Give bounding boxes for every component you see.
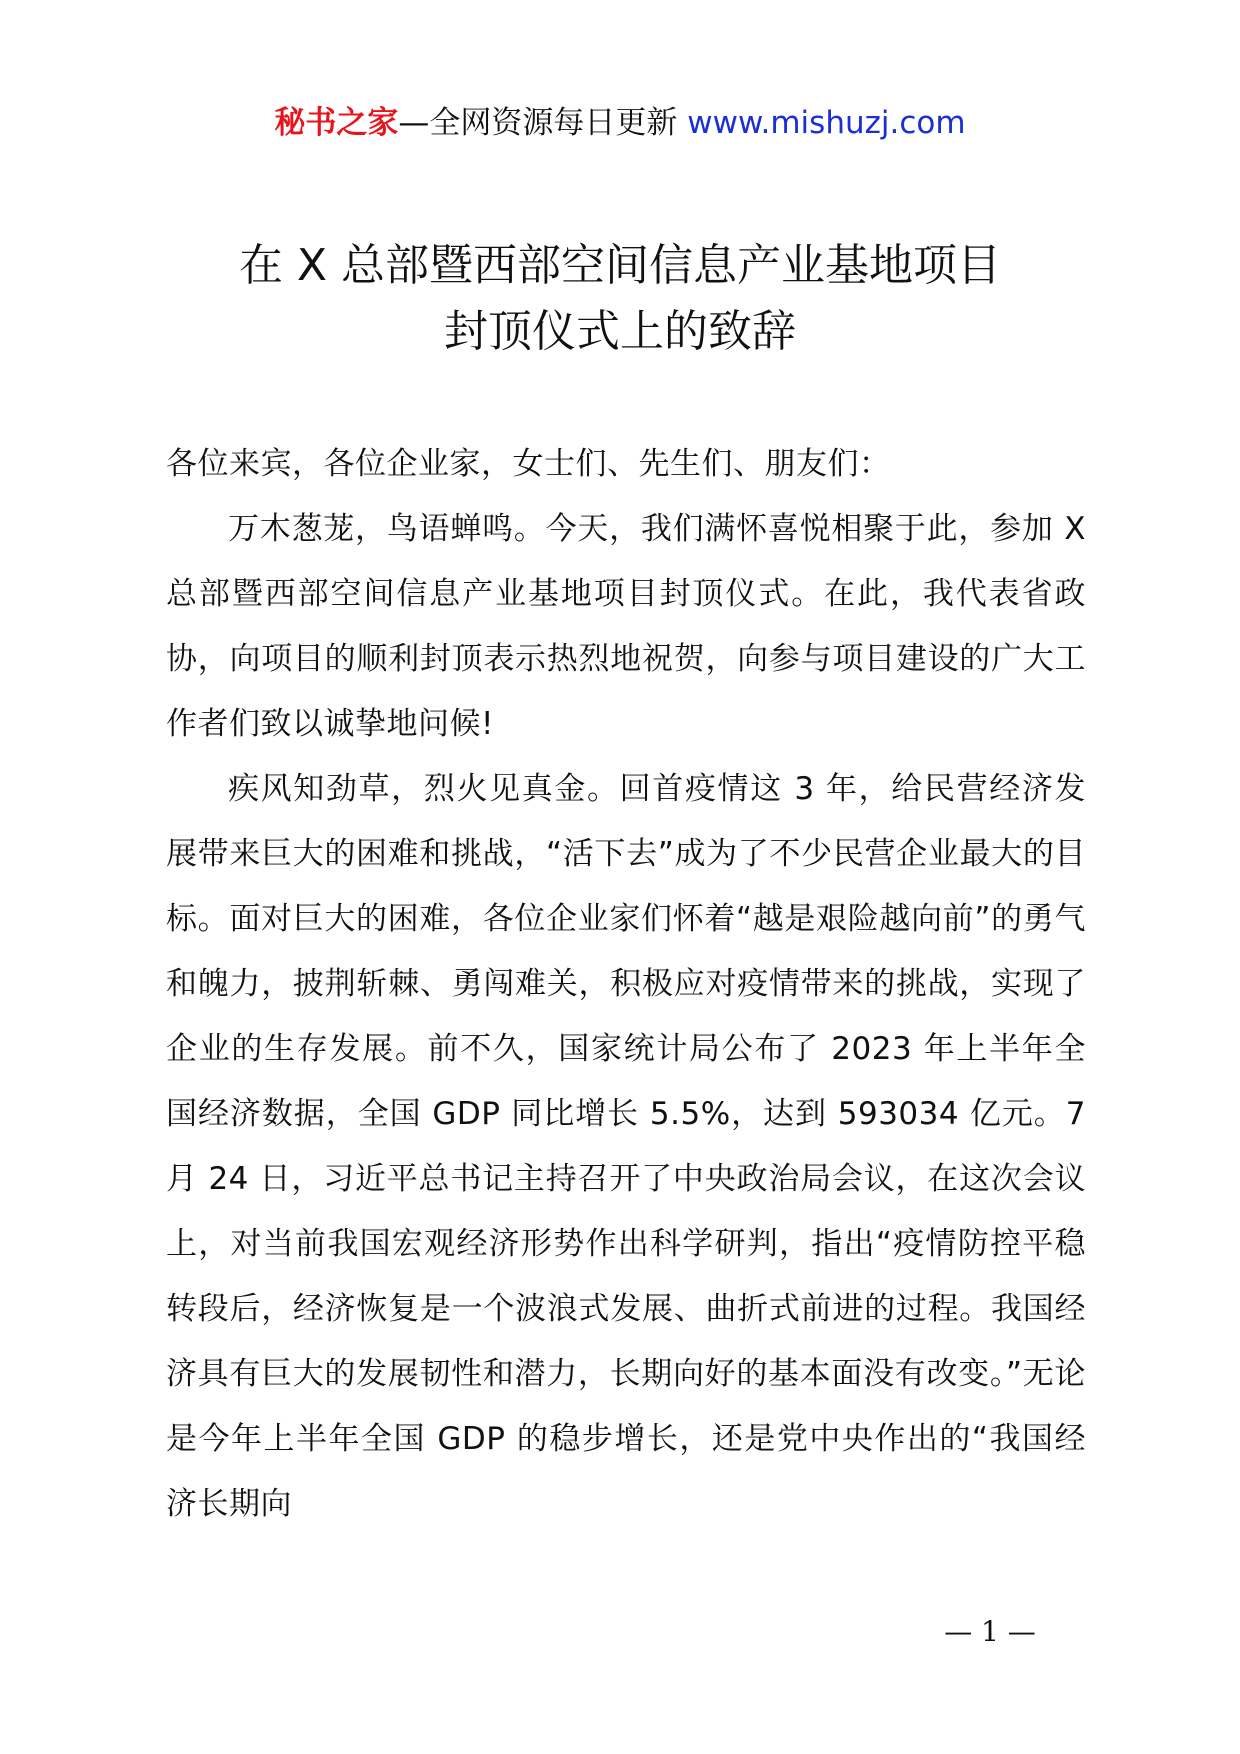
site-header: [0, 100, 1240, 146]
page-number: — 1 —: [944, 1615, 1036, 1648]
paragraph-1: 万木葱茏，鸟语蝉鸣。今天，我们满怀喜悦相聚于此，参加 X 总部暨西部空间信息产业基地项目封顶仪式。在此，我代表省政协，向项目的顺利封顶表示热烈地祝贺，向参与项目建设的广大工作者们致以诚挚地问候!: [166, 511, 1086, 742]
document-body: [166, 432, 1086, 1537]
site-url-link[interactable]: www.mishuzj.com: [687, 105, 966, 141]
title-line-2: 封顶仪式上的致辞: [444, 306, 796, 357]
header-tagline: —全网资源每日更新: [398, 105, 678, 141]
salutation: 各位来宾，各位企业家，女士们、先生们、朋友们：: [166, 446, 891, 482]
title-line-1: 在 X 总部暨西部空间信息产业基地项目: [238, 240, 1002, 291]
paragraph-2: 疾风知劲草，烈火见真金。回首疫情这 3 年，给民营经济发展带来巨大的困难和挑战，“活下去”成为了不少民营企业最大的目标。面对巨大的困难，各位企业家们怀着“越是艰险越向前”的勇气和魄力，披荆斩棘、勇闯难关，积极应对疫情带来的挑战，实现了企业的生存发展。前不久，国家统计局公布了 2023 年上半年全国经济数据，全国 GDP 同比增长 5.5%，达到 593034 亿元。7 月 24 日，习近平总书记主持召开了中央政治局会议，在这次会议上，对当前我国宏观经济形势作出科学研判，指出“疫情防控平稳转段后，经济恢复是一个波浪式发展、曲折式前进的过程。我国经济具有巨大的发展韧性和潜力，长期向好的基本面没有改变。”无论是今年上半年全国 GDP 的稳步增长，还是党中央作出的“我国经济长期向: [166, 771, 1086, 1522]
document-title: [0, 233, 1240, 365]
brand-name: 秘书之家: [274, 105, 399, 141]
